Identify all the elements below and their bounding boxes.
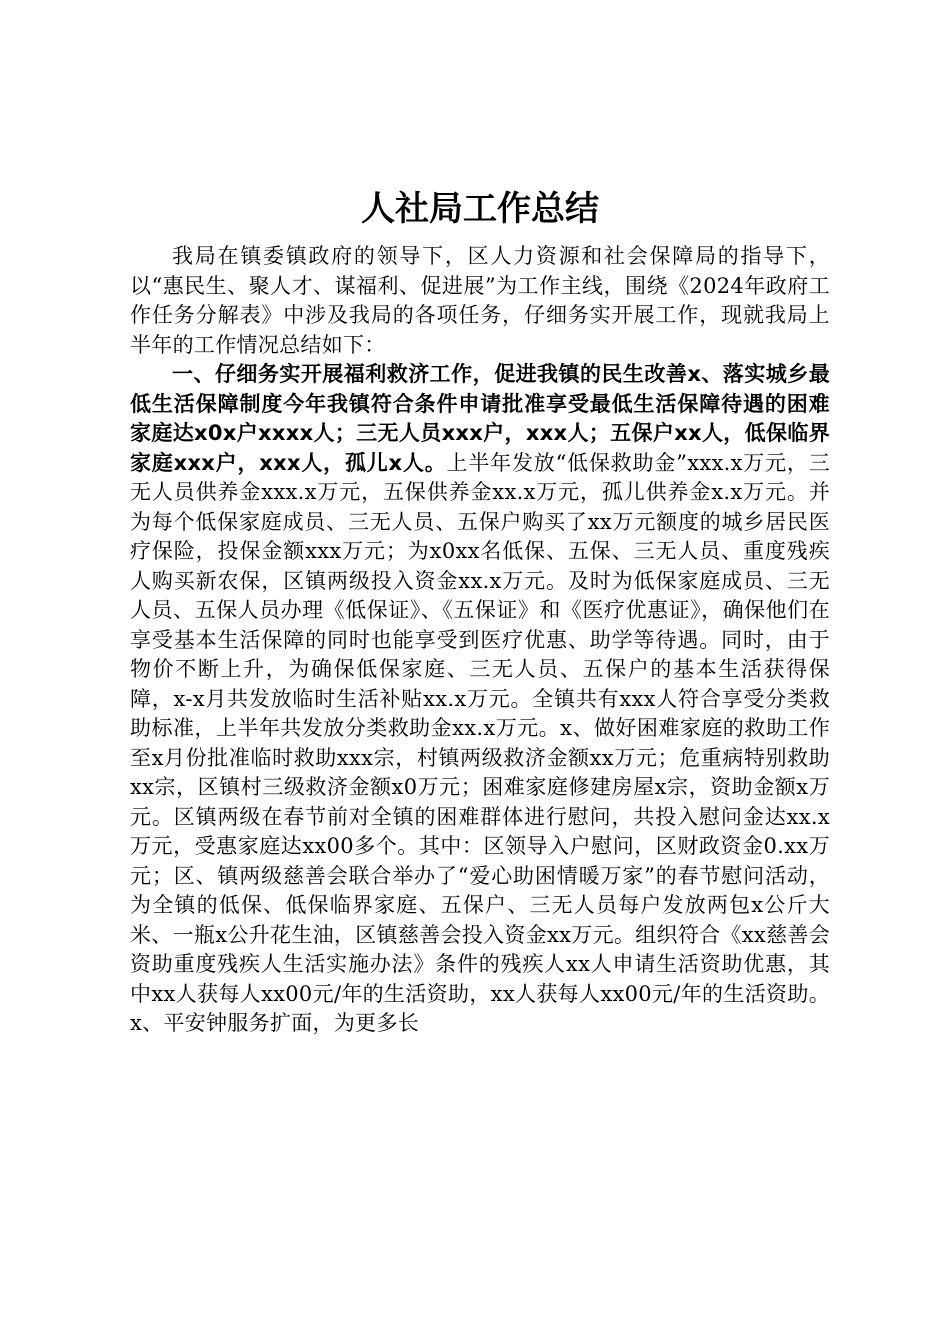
section-1-paragraph [130, 360, 830, 1039]
intro-paragraph: 我局在镇委镇政府的领导下，区人力资源和社会保障局的指导下，以“惠民生、聚人才、谋福利、促进展”为工作主线，围绕《2024年政府工作任务分解表》中涉及我局的各项任务，仔细务实开展工作，现就我局上半年的工作情况总结如下： [130, 244, 830, 357]
section-1-heading: 一、仔细务实开展福利救济工作，促进我镇的民生改善x、落实城乡最低生活保障制度今年我镇符合条件申请批准享受最低生活保障待遇的困难家庭达x0x户xxxx人；三无人员xxx户，xxx人；五保户xx人，低保临界家庭xxx户，xxx人，孤儿x人。 [130, 362, 830, 475]
document-page [130, 186, 830, 1039]
document-title: 人社局工作总结 [361, 189, 599, 229]
section-1-body: 上半年发放“低保救助金”xxx.x万元，三无人员供养金xxx.x万元，五保供养金xx.x万元，孤儿供养金x.x万元。并为每个低保家庭成员、三无人员、五保户购买了xx万元额度的城乡居民医疗保险，投保金额xxx万元；为x0xx名低保、五保、三无人员、重度残疾人购买新农保，区镇两级投入资金xx.x万元。及时为低保家庭成员、三无人员、五保人员办理《低保证》、《五保证》和《医疗优惠证》，确保他们在享受基本生活保障的同时也能享受到医疗优惠、助学等待遇。同时，由于物价不断上升，为确保低保家庭、三无人员、五保户的基本生活获得保障，x-x月共发放临时生活补贴xx.x万元。全镇共有xxx人符合享受分类救助标准，上半年共发放分类救助金xx.x万元。x、做好困难家庭的救助工作至x月份批准临时救助xxx宗，村镇两级救济金额xx万元；危重病特别救助xx宗，区镇村三级救济金额x0万元；困难家庭修建房屋x宗，资助金额x万元。区镇两级在春节前对全镇的困难群体进行慰问，共投入慰问金达xx.x万元，受惠家庭达xx00多个。其中：区领导入户慰问，区财政资金0.xx万元；区、镇两级慈善会联合举办了“爱心助困情暖万家”的春节慰问活动，为全镇的低保、低保临界家庭、五保户、三无人员每户发放两包x公斤大米、一瓶x公升花生油，区镇慈善会投入资金xx万元。组织符合《xx慈善会资助重度残疾人生活实施办法》条件的残疾人xx人申请生活资助优惠，其中xx人获每人xx00元/年的生活资助，xx人获每人xx00元/年的生活资助。x、平安钟服务扩面，为更多长 [130, 450, 830, 1035]
